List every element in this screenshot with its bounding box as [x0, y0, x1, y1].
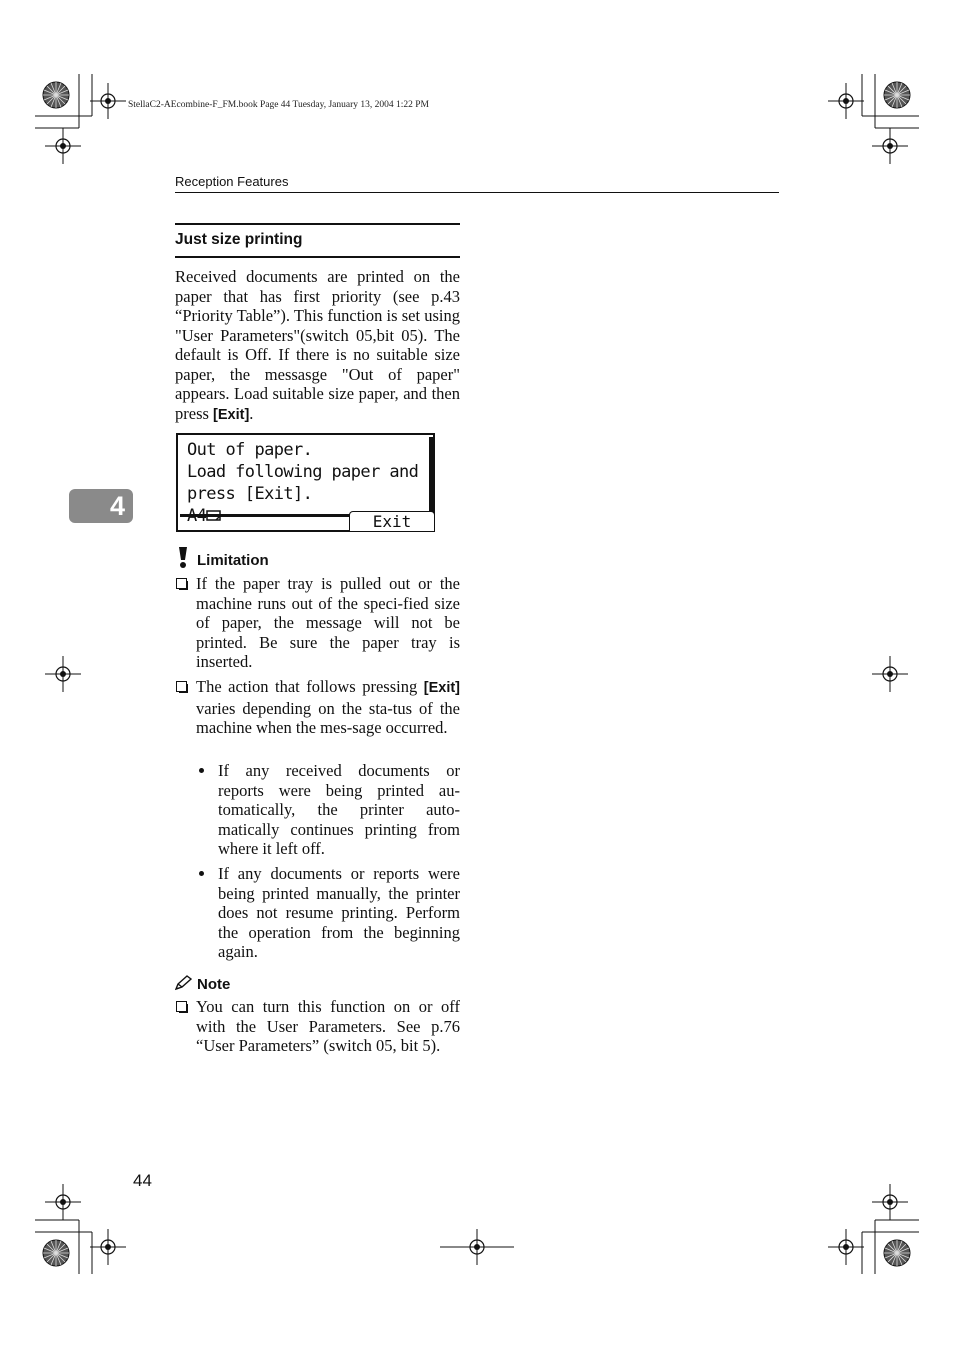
running-head: Reception Features	[175, 174, 289, 189]
chapter-tab	[69, 489, 133, 523]
intro-text: Received documents are printed on the paper that has first priority (see p.43 “Priority Table”). This function is set using "User Parameters"(switch 05,bit 05). The default is Off. If there is no suitable size paper, the messasge "Out of paper" appears. Load suitable size paper, and then press	[175, 267, 460, 423]
checkbox-icon	[176, 681, 187, 692]
exit-key-label: [Exit]	[213, 406, 250, 423]
item2-end: varies depending on the sta-tus of the machine when the mes-sage occurred.	[196, 698, 460, 737]
limitation-bullet-2: If any documents or reports were being printed manually, the printer does not resume printing. Perform the operation from the beginning again.	[218, 864, 460, 961]
chapter-number: 4	[109, 491, 125, 521]
exclamation-icon	[176, 547, 190, 569]
header-rule	[175, 192, 779, 193]
lcd-exit-softkey: Exit	[349, 511, 435, 531]
lcd-line-1: Out of paper.	[187, 440, 313, 460]
limitation-item-1: If the paper tray is pulled out or the machine runs out of the speci-fied size of paper, the message will not be printed. Be sure the paper tray is inserted.	[196, 574, 460, 671]
exit-key-label: [Exit]	[423, 680, 460, 696]
checkbox-icon	[176, 578, 187, 589]
section-title: Just size printing	[175, 231, 303, 248]
intro-paragraph	[175, 267, 460, 425]
limitation-item-2	[196, 677, 460, 738]
checkbox-icon	[176, 1001, 187, 1012]
lcd-line-4	[187, 506, 222, 526]
note-label: Note	[197, 976, 231, 993]
bullet-icon	[199, 871, 204, 876]
note-item-1: You can turn this function on or off with the User Parameters. See p.76 “User Parameters” (switch 05, bit 5).	[196, 997, 460, 1055]
lcd-line-2: Load following paper and	[187, 462, 419, 482]
limitation-bullet-1: If any received documents or reports were being printed au-tomatically, the printer auto-matically continues printing from where it left off.	[218, 761, 460, 858]
lcd-line-3: press [Exit].	[187, 484, 313, 504]
intro-end: .	[249, 403, 254, 423]
item2-start: The action that follows pressing	[196, 677, 418, 696]
page-number: 44	[133, 1171, 152, 1190]
section-rule-bottom	[175, 256, 460, 258]
bullet-icon	[199, 768, 204, 773]
section-rule-top	[175, 223, 460, 225]
file-info-line: StellaC2-AEcombine-F_FM.book Page 44 Tuesday, January 13, 2004 1:22 PM	[128, 100, 430, 110]
pencil-icon	[175, 975, 193, 991]
lcd-display	[176, 433, 435, 532]
limitation-label: Limitation	[197, 552, 269, 569]
paper-orientation-icon	[206, 508, 222, 522]
paper-size-label: A4	[187, 506, 207, 526]
